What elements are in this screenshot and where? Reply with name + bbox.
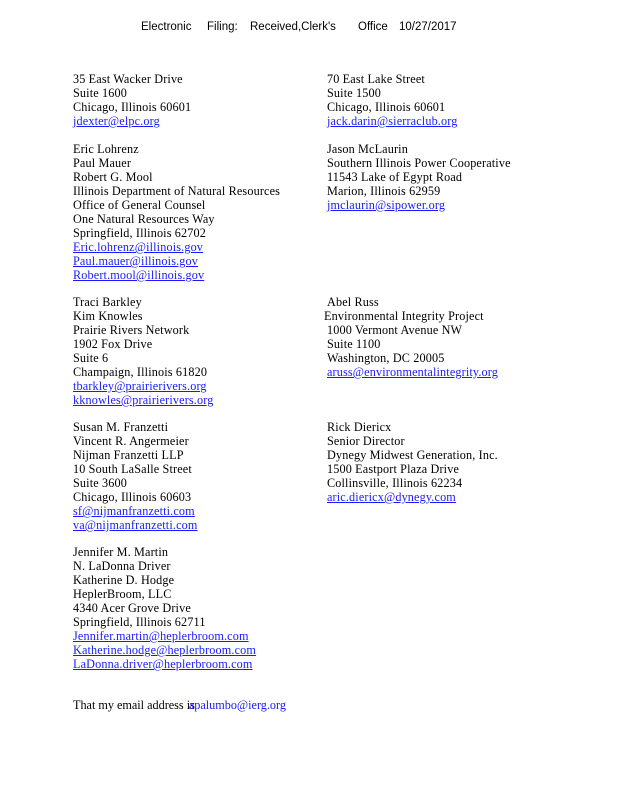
- address-line: Springfield, Illinois 62711: [73, 615, 206, 629]
- contact-name: Katherine D. Hodge: [73, 573, 175, 587]
- address-block: [73, 72, 191, 128]
- address-line: Chicago, Illinois 60601: [327, 100, 446, 114]
- address-line: Springfield, Illinois 62702: [73, 226, 207, 240]
- header-label-received: Received,Clerk's: [250, 21, 336, 33]
- address-block: [73, 142, 280, 282]
- organization-name: Environmental Integrity Project: [324, 309, 484, 323]
- contact-name: Paul Mauer: [73, 156, 132, 170]
- address-line: Office of General Counsel: [73, 198, 206, 212]
- address-block: [327, 420, 498, 504]
- contact-name: Kim Knowles: [73, 309, 143, 323]
- address-line: 10 South LaSalle Street: [73, 462, 192, 476]
- organization-name: Illinois Department of Natural Resources: [73, 184, 281, 198]
- address-block: [327, 142, 511, 212]
- organization-name: Dynegy Midwest Generation, Inc.: [327, 448, 498, 462]
- email-link[interactable]: Paul.mauer@illinois.gov: [73, 254, 199, 268]
- address-line: Chicago, Illinois 60601: [73, 100, 192, 114]
- address-line: Suite 1500: [327, 86, 381, 100]
- address-line: Suite 1600: [73, 86, 127, 100]
- address-line: Chicago, Illinois 60603: [73, 490, 192, 504]
- header-date: 10/27/2017: [399, 21, 457, 33]
- address-line: 35 East Wacker Drive: [73, 72, 183, 86]
- address-block: [324, 295, 499, 379]
- address-line: Washington, DC 20005: [327, 351, 445, 365]
- email-link[interactable]: kknowles@prairierivers.org: [73, 393, 214, 407]
- email-link[interactable]: sf@nijmanfranzetti.com: [73, 504, 195, 518]
- address-block: [73, 295, 213, 407]
- contact-name: Vincent R. Angermeier: [73, 434, 189, 448]
- contact-name: Rick Diericx: [327, 420, 392, 434]
- address-line: Suite 3600: [73, 476, 127, 490]
- email-link[interactable]: jack.darin@sierraclub.org: [327, 114, 458, 128]
- address-line: Marion, Illinois 62959: [327, 184, 441, 198]
- header-label-electronic: Electronic: [141, 21, 192, 33]
- address-line: 1500 Eastport Plaza Drive: [327, 462, 460, 476]
- statement-text: That my email address is: [73, 698, 195, 712]
- contact-name: Eric Lohrenz: [73, 142, 139, 156]
- address-block: [73, 420, 198, 532]
- contact-name: Jennifer M. Martin: [73, 545, 169, 559]
- contact-name: Traci Barkley: [73, 295, 142, 309]
- address-block: [73, 545, 256, 671]
- address-line: 11543 Lake of Egypt Road: [327, 170, 463, 184]
- email-link[interactable]: LaDonna.driver@heplerbroom.com: [73, 657, 253, 671]
- header-label-office: Office: [358, 21, 388, 33]
- email-link[interactable]: Katherine.hodge@heplerbroom.com: [73, 643, 257, 657]
- email-statement: [73, 698, 286, 713]
- organization-name: Southern Illinois Power Cooperative: [327, 156, 511, 170]
- address-line: Collinsville, Illinois 62234: [327, 476, 463, 490]
- contact-name: N. LaDonna Driver: [73, 559, 171, 573]
- email-link[interactable]: Jennifer.martin@heplerbroom.com: [73, 629, 249, 643]
- organization-name: Nijman Franzetti LLP: [73, 448, 184, 462]
- email-link[interactable]: aruss@environmentalintegrity.org: [327, 365, 499, 379]
- contact-name: Robert G. Mool: [73, 170, 153, 184]
- sender-email[interactable]: apalumbo@ierg.org: [188, 698, 286, 712]
- header-label-filing: Filing:: [207, 21, 238, 33]
- address-line: 1000 Vermont Avenue NW: [327, 323, 463, 337]
- address-line: Champaign, Illinois 61820: [73, 365, 208, 379]
- contact-name: Susan M. Franzetti: [73, 420, 169, 434]
- email-link[interactable]: Robert.mool@illinois.gov: [73, 268, 205, 282]
- email-link[interactable]: aric.diericx@dynegy.com: [327, 490, 456, 504]
- contact-name: Abel Russ: [327, 295, 379, 309]
- address-line: One Natural Resources Way: [73, 212, 215, 226]
- address-line: 1902 Fox Drive: [73, 337, 153, 351]
- address-line: Suite 1100: [327, 337, 381, 351]
- email-link[interactable]: Eric.lohrenz@illinois.gov: [73, 240, 204, 254]
- contact-name: Jason McLaurin: [327, 142, 408, 156]
- address-line: 70 East Lake Street: [327, 72, 425, 86]
- address-line: 4340 Acer Grove Drive: [73, 601, 191, 615]
- organization-name: HeplerBroom, LLC: [73, 587, 172, 601]
- contact-title: Senior Director: [327, 434, 405, 448]
- organization-name: Prairie Rivers Network: [73, 323, 190, 337]
- address-block: [327, 72, 457, 128]
- email-link[interactable]: jdexter@elpc.org: [73, 114, 160, 128]
- email-link[interactable]: tbarkley@prairierivers.org: [73, 379, 207, 393]
- email-link[interactable]: va@nijmanfranzetti.com: [73, 518, 198, 532]
- email-link[interactable]: jmclaurin@sipower.org: [327, 198, 446, 212]
- address-line: Suite 6: [73, 351, 109, 365]
